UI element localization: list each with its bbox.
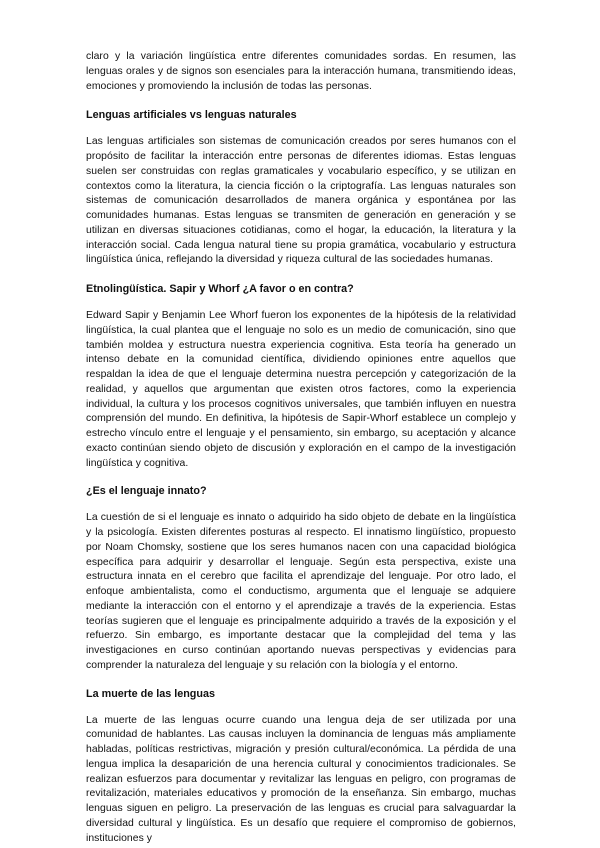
section-paragraph: La muerte de las lenguas ocurre cuando una lengua deja de ser utilizada por una comunidad de hablantes. Las causas incluyen la dominancia de lenguas más ampliamente habladas, políticas restrictivas, migración y presión cultural/económica. La pérdida de una lengua implica la desaparición de una herencia cultural y conocimientos tradicionales. Se realizan esfuerzos para documentar y revitalizar las lenguas en peligro, con programas de revitalización, materiales educativos y promoción de la enseñanza. Sin embargo, muchas lenguas siguen en peligro. La preservación de las lenguas es crucial para salvaguardar la diversidad cultural y lingüística. Es un desafío que requiere el compromiso de gobiernos, instituciones y [86,714,516,844]
section-heading: La muerte de las lenguas [86,687,216,700]
section-etnolinguistica [86,282,516,471]
section-muerte-lenguas [86,687,516,847]
document-page [86,50,516,846]
section-paragraph: Edward Sapir y Benjamin Lee Whorf fueron los exponentes de la hipótesis de la relatividad lingüística, la cual plantea que el lenguaje no solo es un medio de comunicación, sino que también moldea y estructura nuestra experiencia cognitiva. Esta teoría ha generado un intenso debate en la comunidad científica, dividiendo opiniones entre aquellos que respaldan la idea de que el lenguaje determina nuestra percepción y categorización de la realidad, y aquellos que argumentan que existen otros factores, como la experiencia individual, la cultura y los procesos cognitivos universales, que también influyen en nuestra comprensión del mundo. En definitiva, la hipótesis de Sapir-Whorf establece un complejo y estrecho vínculo entre el lenguaje y el pensamiento, sin embargo, su aceptación y alcance exacto continúan siendo objeto de discusión y exploración en el campo de la investigación lingüística y cognitiva. [86,310,516,469]
section-lenguaje-innato [86,484,516,673]
section-heading: ¿Es el lenguaje innato? [86,485,207,498]
section-paragraph: Las lenguas artificiales son sistemas de comunicación creados por seres humanos con el propósito de facilitar la interacción entre personas de diferentes idiomas. Estas lenguas suelen ser construidas con reglas gramaticales y vocabulario específico, y se utilizan en contextos como la literatura, la ciencia ficción o la criptografía. Las lenguas naturales son sistemas de comunicación desarrollados de manera orgánica y espontánea por las comunidades humanas. Estas lenguas se transmiten de generación en generación y se utilizan en diversas situaciones cotidianas, como el hogar, la educación, la literatura y la interacción social. Cada lengua natural tiene su propia gramática, vocabulario y estructura lingüística única, reflejando la diversidad y riqueza cultural de las sociedades humanas. [86,136,516,266]
section-heading: Lenguas artificiales vs lenguas naturales [86,109,297,122]
section-heading: Etnolingüística. Sapir y Whorf ¿A favor o en contra? [86,283,354,295]
intro-paragraph: claro y la variación lingüística entre diferentes comunidades sordas. En resumen, las lenguas orales y de signos son esenciales para la interacción humana, transmitiendo ideas, emociones y promoviendo la inclusión de todas las personas. [86,51,516,92]
section-lenguas-artificiales [86,108,516,268]
section-paragraph: La cuestión de si el lenguaje es innato o adquirido ha sido objeto de debate en la lingüística y la psicología. Existen diferentes posturas al respecto. El innatismo lingüístico, propuesto por Noam Chomsky, sostiene que los seres humanos nacen con una capacidad biológica específica para adquirir y desarrollar el lenguaje. Según esta perspectiva, existe una estructura innata en el cerebro que facilita el aprendizaje del lenguaje. Por otro lado, el enfoque ambientalista, como el conductismo, argumenta que el lenguaje se adquiere mediante la interacción con el entorno y el aprendizaje a través de la experiencia. Estas teorías sugieren que el lenguaje es principalmente adquirido a través de la exposición y el refuerzo. Sin embargo, es importante destacar que la complejidad del tema y las investigaciones en curso continúan aportando nuevas perspectivas y evidencias para comprender la naturaleza del lenguaje y su relación con la biología y el entorno. [86,512,516,671]
